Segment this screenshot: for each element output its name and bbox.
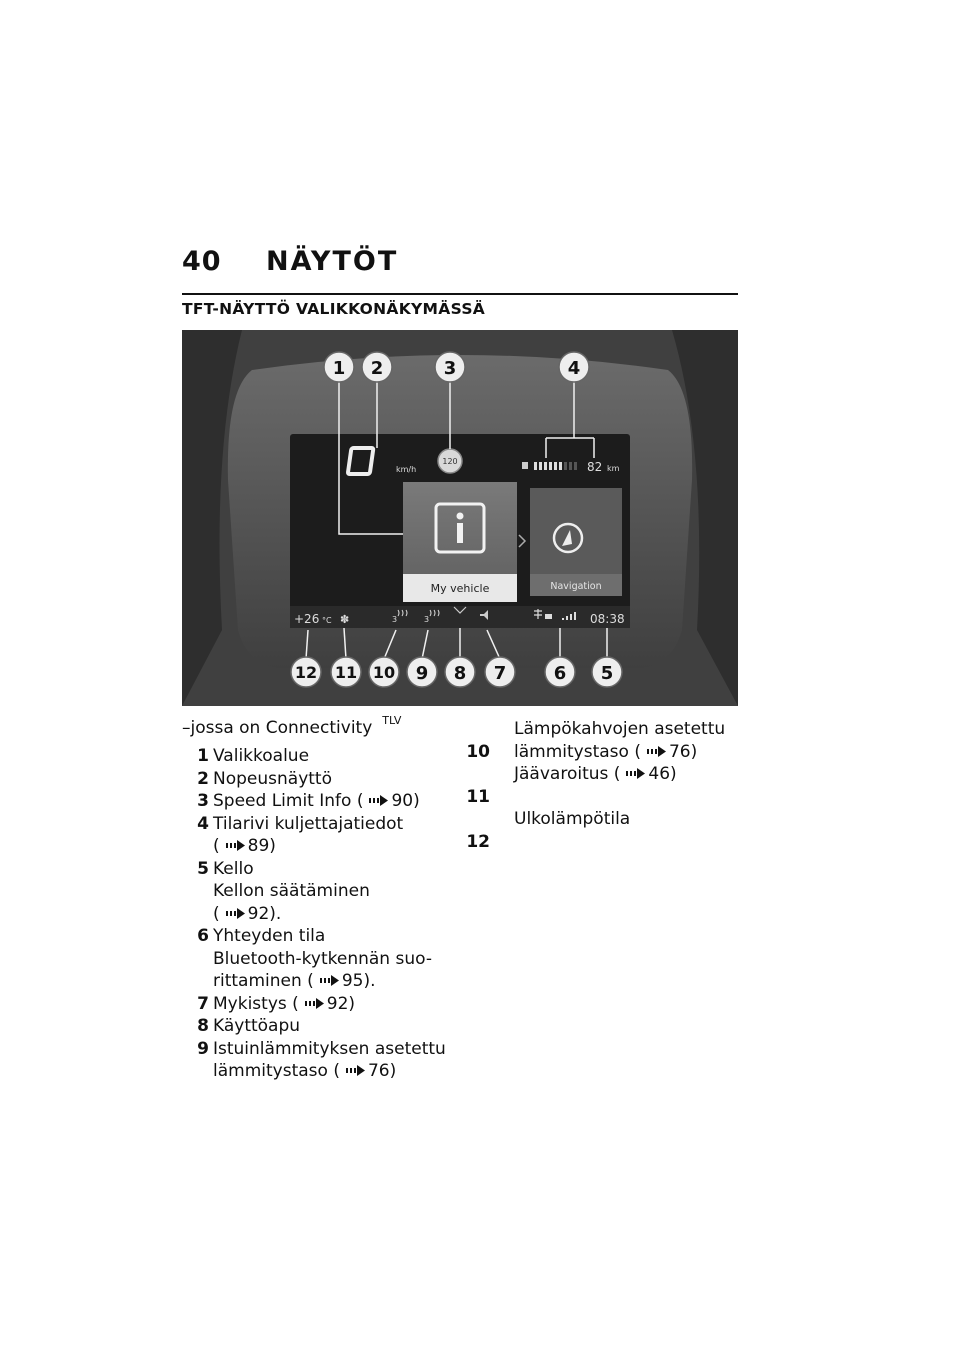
section-title: TFT-NÄYTTÖ VALIKKONÄKYMÄSSÄ [182, 300, 486, 318]
svg-text:4: 4 [567, 358, 581, 379]
list-item: 3 Speed Limit Info ( 90) [182, 790, 447, 813]
chapter-title: NÄYTÖT [266, 246, 399, 277]
list-item: 5 Kello Kellon säätäminen ( 92). [182, 858, 447, 926]
item-number: 6 [197, 926, 209, 946]
tft-display-figure [182, 330, 738, 706]
list-item: 9 Istuinlämmityksen asetettu lämmitystaso ( 76) [182, 1038, 447, 1083]
item-text: Yhteyden tila [213, 926, 326, 946]
page-reference: 46) [648, 764, 677, 784]
svg-text:9: 9 [415, 663, 429, 684]
item-text: Käyttöapu [213, 1016, 301, 1036]
svg-text:6: 6 [553, 663, 567, 684]
list-item [462, 808, 742, 852]
menu-navigation-label: Navigation [550, 581, 602, 592]
item-number: 3 [197, 791, 209, 811]
item-text: Speed Limit Info [213, 791, 352, 811]
clock: 08:38 [590, 612, 625, 626]
item-number: 7 [197, 993, 209, 1014]
phone-battery-icon [545, 614, 552, 619]
callout-1 [324, 352, 354, 382]
svg-text:10: 10 [372, 663, 396, 682]
callout-11 [331, 657, 361, 687]
menu-my-vehicle-label: My vehicle [430, 582, 490, 595]
page-reference: 92) [326, 993, 356, 1014]
callout-3 [435, 352, 465, 382]
callout-6 [545, 657, 575, 687]
item-text: Nopeusnäyttö [213, 768, 332, 789]
grip-heat-level: 3 [392, 615, 398, 624]
page-reference: 89) [247, 836, 276, 856]
item-number: 4 [197, 813, 209, 834]
list-item [182, 768, 447, 791]
page-reference: 76) [668, 741, 698, 762]
callout-4 [559, 352, 589, 382]
item-number: 1 [197, 746, 209, 766]
callout-10 [369, 657, 399, 687]
svg-text:12: 12 [294, 663, 318, 682]
item-text: Mykistys [213, 993, 287, 1014]
range-value: 82 [587, 460, 603, 474]
svg-text:7: 7 [493, 663, 507, 684]
svg-text:11: 11 [334, 663, 358, 682]
list-item [182, 745, 447, 768]
item-number: 12 [466, 831, 490, 852]
speed-limit-value: 120 [442, 457, 458, 466]
header-rule [182, 293, 738, 295]
fuel-icon [522, 462, 528, 469]
item-number: 9 [197, 1038, 209, 1059]
callout-8 [445, 657, 475, 687]
temperature-value: +26 [294, 612, 320, 626]
callout-2 [362, 352, 392, 382]
temperature-unit: °C [322, 616, 332, 625]
item-text: Bluetooth-kytkennän suo- [213, 948, 432, 969]
page-reference-arrow-icon [226, 839, 246, 852]
page-reference-arrow-icon [320, 974, 340, 987]
page-reference-arrow-icon [369, 794, 389, 807]
legend-column-left [182, 745, 447, 1083]
item-text: Ulkolämpötila [514, 809, 631, 829]
list-item: 11 Jäävaroitus ( 46) [462, 763, 742, 808]
page-reference: 90) [391, 791, 420, 811]
item-text: lämmitystaso [514, 741, 629, 762]
seat-heat-level: 3 [424, 615, 430, 624]
page-number: 40 [182, 246, 222, 277]
page-reference-arrow-icon [626, 767, 646, 780]
list-item: 6 Yhteyden tila Bluetooth-kytkennän suo- rittaminen ( 95). [182, 925, 447, 993]
svg-text:8: 8 [453, 663, 467, 684]
intro-superscript: TLV [382, 714, 402, 727]
page-reference: 76) [367, 1061, 397, 1081]
page-reference-arrow-icon [226, 907, 246, 920]
item-number: 10 [466, 741, 490, 762]
page-reference: 92). [247, 903, 282, 924]
callout-12 [291, 657, 321, 687]
callout-5 [592, 657, 622, 687]
list-item: 7 Mykistys ( 92) [182, 993, 447, 1016]
page-reference-arrow-icon [647, 745, 667, 758]
callout-9 [407, 657, 437, 687]
svg-text:3: 3 [443, 358, 457, 379]
item-text: Lämpökahvojen asetettu [514, 719, 726, 739]
svg-text:1: 1 [332, 358, 346, 379]
intro-text [182, 714, 401, 738]
item-text: Istuinlämmityksen asetettu [213, 1038, 446, 1059]
page-reference-arrow-icon [346, 1064, 366, 1077]
page-reference: 95). [341, 971, 376, 991]
list-item [182, 1015, 447, 1038]
item-text: Tilarivi kuljettajatiedot [213, 813, 404, 834]
ice-warning-icon: ✽ [340, 613, 350, 626]
legend-column-right [462, 718, 742, 852]
list-item: 4 Tilarivi kuljettajatiedot ( 89) [182, 813, 447, 858]
item-text: lämmitystaso [213, 1061, 328, 1081]
intro-label: –jossa on Connectivity [182, 718, 373, 738]
page-reference-arrow-icon [305, 997, 325, 1010]
item-number: 5 [197, 858, 209, 879]
callout-7 [485, 657, 515, 687]
list-item: 10 Lämpökahvojen asetettu lämmitystaso ( 76) [462, 718, 742, 763]
item-text: Valikkoalue [213, 746, 310, 766]
svg-text:2: 2 [370, 358, 384, 379]
item-text: Kello [213, 858, 254, 879]
item-text: Jäävaroitus [514, 764, 609, 784]
speed-unit: km/h [396, 465, 417, 474]
fuel-bar [534, 462, 577, 470]
svg-text:5: 5 [600, 663, 614, 684]
item-number: 8 [197, 1016, 209, 1036]
item-text: Kellon säätäminen [213, 881, 370, 901]
range-unit: km [607, 464, 620, 473]
item-text: rittaminen [213, 971, 302, 991]
page-header [182, 246, 738, 276]
item-number: 11 [466, 786, 490, 807]
item-number: 2 [197, 768, 209, 789]
